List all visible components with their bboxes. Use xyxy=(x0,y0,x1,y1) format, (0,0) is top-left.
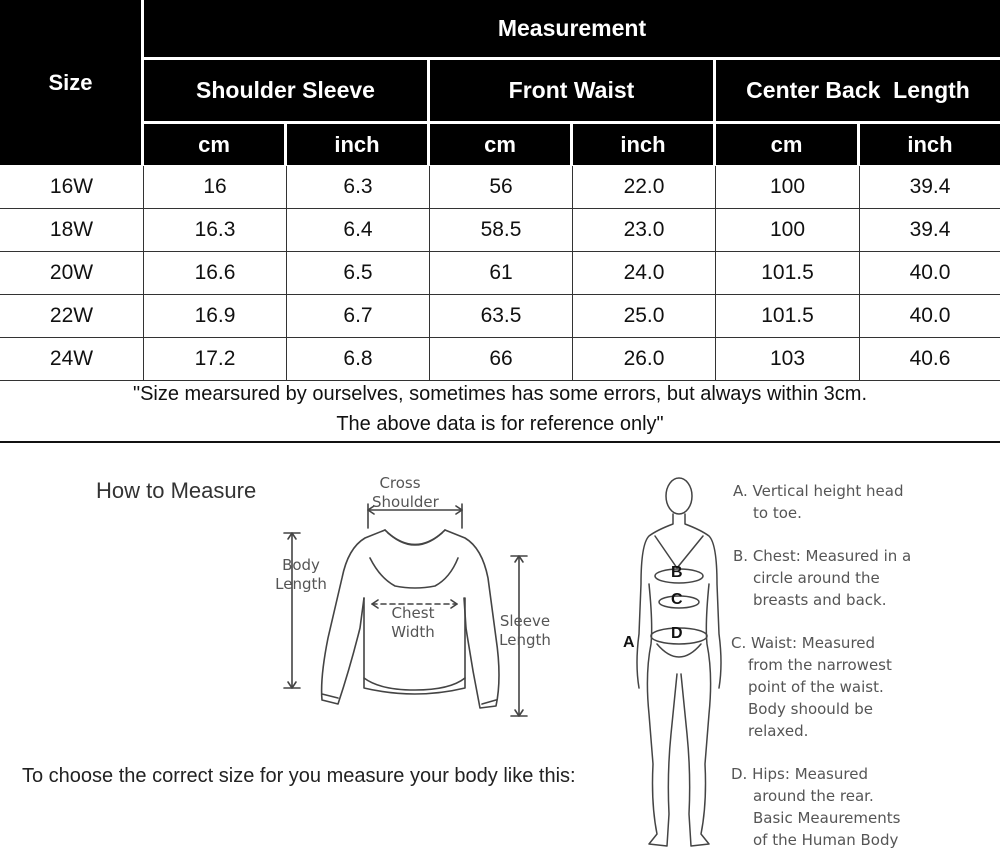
value-cell: 101.5 xyxy=(716,252,860,294)
marker-d: D xyxy=(671,625,683,642)
how-to-measure-title: How to Measure xyxy=(96,478,257,503)
measurement-header-label: Measurement xyxy=(497,15,647,41)
choose-size-instruction: To choose the correct size for you measure your body like this: xyxy=(22,765,576,787)
unit-header xyxy=(573,124,713,165)
value-cell: 40.0 xyxy=(909,304,951,327)
value-cell: 22.0 xyxy=(573,166,716,208)
body-length-label xyxy=(270,556,332,594)
desc-line: circle around the xyxy=(753,569,880,587)
unit-label: inch xyxy=(620,131,666,157)
unit-label: cm xyxy=(484,131,516,157)
table-row xyxy=(0,252,1000,295)
desc-line: B. Chest: Measured in a xyxy=(733,547,912,565)
desc-chest xyxy=(733,545,911,611)
unit-label: inch xyxy=(334,131,380,157)
value-cell: 39.4 xyxy=(909,218,951,241)
desc-line: C. Waist: Measured xyxy=(731,634,876,652)
value-cell: 6.3 xyxy=(287,166,430,208)
unit-label: inch xyxy=(907,131,953,157)
label-line: Body xyxy=(282,556,320,574)
value-cell: 100 xyxy=(716,166,860,208)
desc-line: A. Vertical height head xyxy=(733,482,904,500)
marker-b: B xyxy=(671,564,683,581)
desc-line: Basic Meaurements xyxy=(753,809,901,827)
value-cell: 101.5 xyxy=(716,295,860,337)
unit-label: cm xyxy=(198,131,230,157)
value-cell: 6.8 xyxy=(287,338,430,380)
size-cell: 20W xyxy=(0,252,144,294)
group-label: Front Waist xyxy=(508,77,635,103)
body-figure-diagram xyxy=(627,474,737,854)
desc-line: point of the waist. xyxy=(748,678,884,696)
label-line: Length xyxy=(275,575,327,593)
desc-line: of the Human Body xyxy=(753,831,899,849)
value-cell: 100 xyxy=(716,209,860,251)
size-cell: 16W xyxy=(0,166,144,208)
value-cell: 39.4 xyxy=(909,175,951,198)
chest-width-label xyxy=(382,604,444,642)
group-label: Center Back Length xyxy=(746,77,970,103)
value-cell: 16.6 xyxy=(144,252,287,294)
desc-line: around the rear. xyxy=(753,787,874,805)
desc-hips xyxy=(731,763,900,851)
table-row xyxy=(0,209,1000,252)
label-line: Width xyxy=(391,623,435,641)
size-note xyxy=(0,379,1000,443)
value-cell: 16.9 xyxy=(144,295,287,337)
value-cell: 26.0 xyxy=(573,338,716,380)
marker-a: A xyxy=(623,634,635,651)
marker-c: C xyxy=(671,591,683,608)
unit-label: cm xyxy=(770,131,803,157)
group-header-center-back-length xyxy=(716,60,1000,121)
desc-line: from the narrowest xyxy=(748,656,892,674)
size-note-line-2: The above data is for reference only" xyxy=(336,413,664,435)
value-cell: 63.5 xyxy=(430,295,573,337)
size-header xyxy=(0,0,141,165)
value-cell: 17.2 xyxy=(144,338,287,380)
label-line: Cross xyxy=(379,474,421,492)
value-cell: 61 xyxy=(430,252,573,294)
group-label: Shoulder Sleeve xyxy=(196,77,375,103)
table-row xyxy=(0,295,1000,338)
measurement-header xyxy=(144,0,1000,57)
unit-header xyxy=(716,124,857,165)
cross-shoulder-label xyxy=(372,474,439,512)
value-cell: 58.5 xyxy=(430,209,573,251)
desc-line: D. Hips: Measured xyxy=(731,765,868,783)
desc-line: breasts and back. xyxy=(753,591,887,609)
value-cell: 6.4 xyxy=(287,209,430,251)
desc-line: to toe. xyxy=(753,504,802,522)
table-row xyxy=(0,166,1000,209)
table-row xyxy=(0,338,1000,381)
value-cell: 66 xyxy=(430,338,573,380)
value-cell: 56 xyxy=(430,166,573,208)
desc-vertical-height xyxy=(733,480,903,524)
label-line: Length xyxy=(499,631,551,649)
value-cell: 6.5 xyxy=(287,252,430,294)
label-line: Chest xyxy=(391,604,435,622)
size-header-label: Size xyxy=(48,69,93,95)
size-cell: 24W xyxy=(0,338,144,380)
label-line: Shoulder xyxy=(372,493,439,511)
unit-header xyxy=(430,124,570,165)
value-cell: 16.3 xyxy=(144,209,287,251)
unit-header xyxy=(287,124,427,165)
value-cell: 40.6 xyxy=(909,347,951,370)
group-header-front-waist xyxy=(430,60,713,121)
value-cell: 6.7 xyxy=(287,295,430,337)
value-cell: 25.0 xyxy=(573,295,716,337)
value-cell: 23.0 xyxy=(573,209,716,251)
unit-header xyxy=(860,124,1000,165)
group-header-shoulder-sleeve xyxy=(144,60,427,121)
desc-waist xyxy=(731,632,892,742)
value-cell: 24.0 xyxy=(573,252,716,294)
desc-line: Body shoould be xyxy=(748,700,874,718)
size-note-line-1: "Size mearsured by ourselves, sometimes has some errors, but always within 3cm. xyxy=(132,383,868,405)
label-line: Sleeve xyxy=(499,612,551,630)
sweater-diagram xyxy=(260,478,560,728)
size-cell: 18W xyxy=(0,209,144,251)
unit-header xyxy=(144,124,284,165)
desc-line: relaxed. xyxy=(748,722,809,740)
value-cell: 40.0 xyxy=(909,261,951,284)
value-cell: 16 xyxy=(144,166,287,208)
size-cell: 22W xyxy=(0,295,144,337)
value-cell: 103 xyxy=(716,338,860,380)
sleeve-length-label xyxy=(494,612,556,650)
